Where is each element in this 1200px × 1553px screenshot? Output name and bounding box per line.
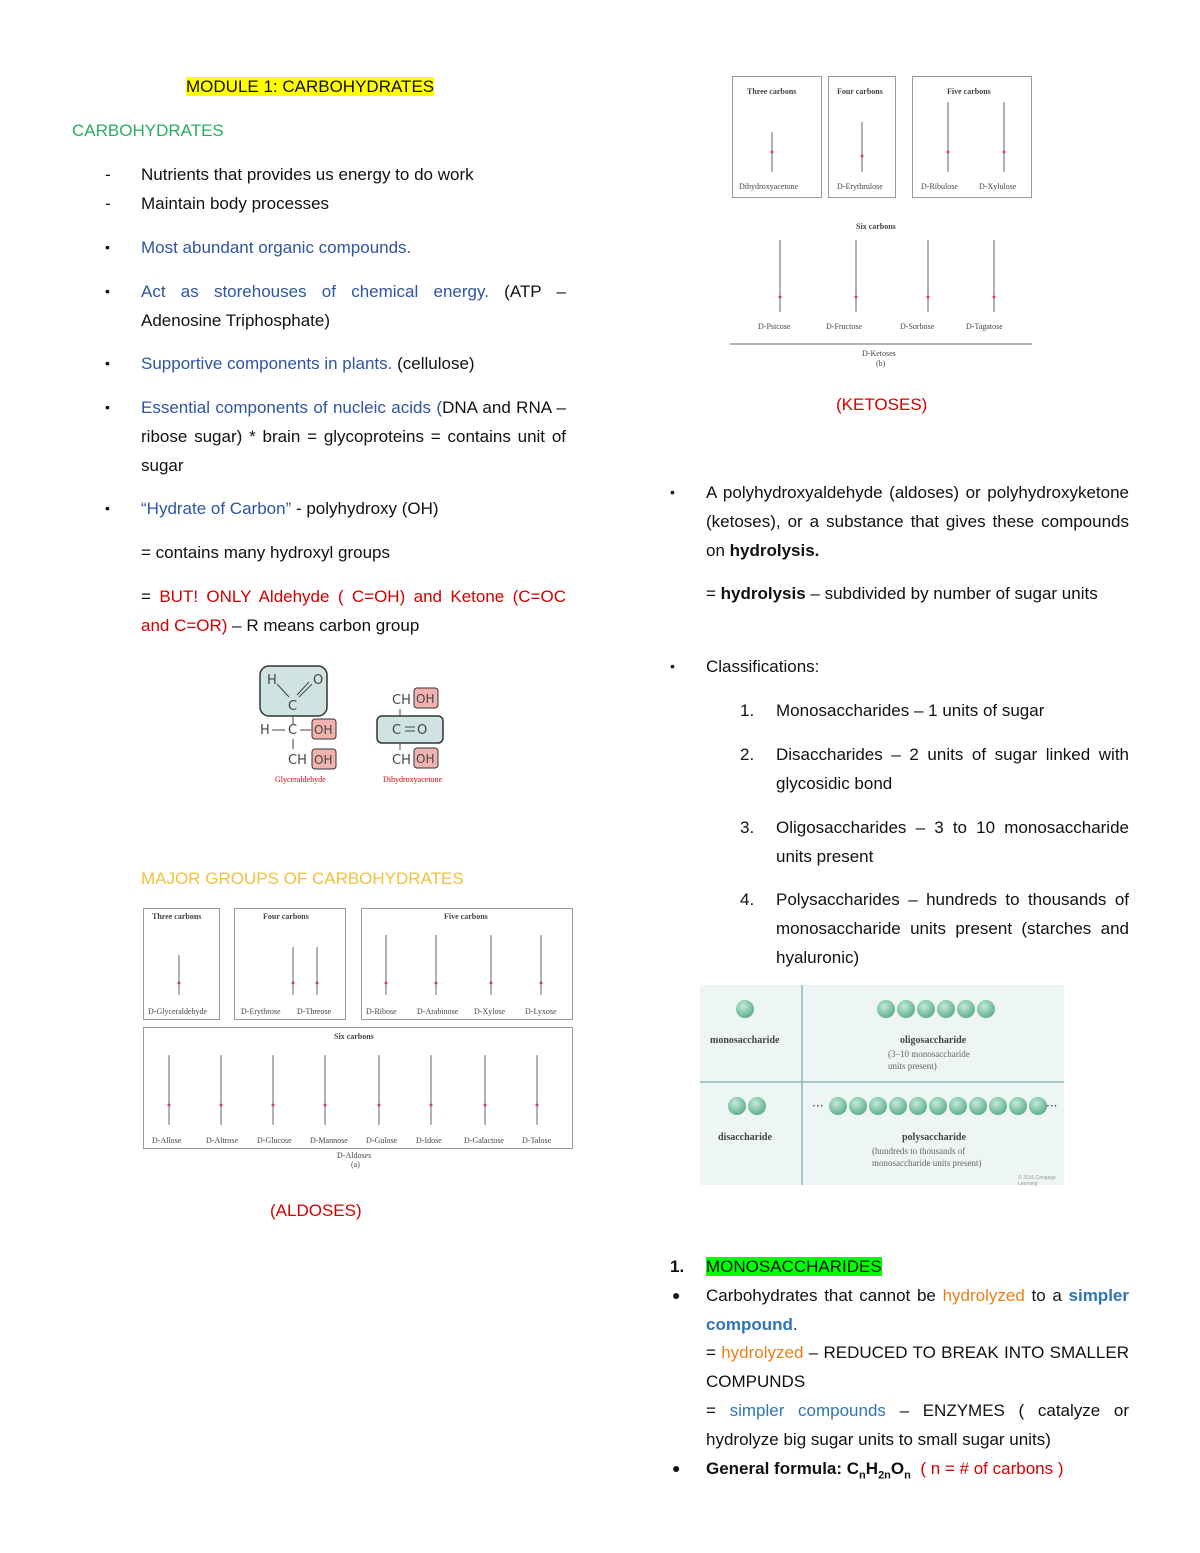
figure-caption: Dihydroxyacetone bbox=[383, 775, 443, 784]
list-item: ● General formula: $C_nH_{2n}O_n$ ( n = # of carbons ) bbox=[706, 1454, 1129, 1490]
svg-text:CH: CH bbox=[392, 693, 411, 708]
svg-text:OH: OH bbox=[314, 723, 333, 737]
ketoses-caption: (KETOSES) bbox=[836, 395, 928, 414]
list-item: 3. Oligosaccharides – 3 to 10 monosaccharide units present bbox=[740, 818, 1129, 866]
paragraph: = simpler compounds – ENZYMES ( catalyze or hydrolyze big sugar units to small sugar units) bbox=[706, 1401, 1130, 1449]
svg-text:C: C bbox=[392, 723, 402, 738]
aldoses-caption: (ALDOSES) bbox=[270, 1201, 362, 1220]
list-item: 1. Monosaccharides – 1 units of sugar bbox=[740, 701, 1045, 720]
bullet-icon: • bbox=[105, 399, 110, 415]
paragraph: = hydrolysis – subdivided by number of sugar units bbox=[706, 584, 1098, 603]
figure-caption: Glyceraldehyde bbox=[275, 775, 326, 784]
svg-text:O: O bbox=[417, 723, 428, 738]
mono-title: MONOSACCHARIDES bbox=[706, 1257, 882, 1276]
svg-text:OH: OH bbox=[416, 692, 435, 706]
oligo-label: oligosaccharide bbox=[900, 1035, 967, 1046]
mono-label: monosaccharide bbox=[710, 1035, 780, 1046]
paragraph: = hydrolyzed – REDUCED TO BREAK INTO SMALLER COMPUNDS bbox=[706, 1343, 1129, 1391]
list-item: • “Hydrate of Carbon” - polyhydroxy (OH) bbox=[141, 494, 566, 523]
bullet-icon: • bbox=[670, 658, 675, 674]
bullet-icon: • bbox=[105, 500, 110, 516]
list-item: • Essential components of nucleic acids (DNA and RNA – ribose sugar) * brain = glycoproteins = contains unit of sugar bbox=[141, 393, 566, 480]
four-carbon-panel: Four carbons D-Erythrose D-Threose bbox=[234, 908, 346, 1020]
mono-number: 1. bbox=[670, 1257, 685, 1276]
list-item: - Nutrients that provides us energy to do work bbox=[105, 165, 474, 184]
list-item: • A polyhydroxyaldehyde (aldoses) or polyhydroxyketone (ketoses), or a substance that gives these compounds on hydrolysis. bbox=[706, 478, 1129, 565]
aldehyde-ketone-figure bbox=[255, 662, 455, 787]
module-title: MODULE 1: CARBOHYDRATES bbox=[186, 77, 435, 96]
five-carbon-panel: Five carbons D-Ribulose D-Xylulose bbox=[912, 76, 1032, 198]
aldoses-figure: Three carbons D-Glyceraldehyde Four carbons D-Erythrose D-Threose Five carbons D-Ribose D-Arabinose D-Xylose D-Lyxose Six carbons D-Allose D-Altrose D-Glucose D-Mannose D-Gulose D-Idose D-Galactose D-Talose D-Aldoses bbox=[141, 905, 573, 1155]
svg-text:OH: OH bbox=[314, 753, 333, 767]
three-carbon-panel: Three carbons D-Glyceraldehyde bbox=[143, 908, 220, 1020]
paragraph: = BUT! ONLY Aldehyde ( C=OH) and Ketone (C=OC and C=OR) – R means carbon group bbox=[141, 587, 566, 635]
five-carbon-panel: Five carbons D-Ribose D-Arabinose D-Xylose D-Lyxose bbox=[361, 908, 573, 1020]
six-carbon-panel: Six carbons D-Allose D-Altrose D-Glucose D-Mannose D-Gulose D-Idose D-Galactose D-Talose bbox=[143, 1027, 573, 1149]
aldose-structures bbox=[141, 905, 573, 1155]
svg-text:OH: OH bbox=[416, 752, 435, 766]
svg-text:C: C bbox=[288, 699, 298, 714]
list-item: • Classifications: bbox=[706, 652, 1129, 681]
list-item: - Maintain body processes bbox=[105, 194, 330, 213]
svg-text:H: H bbox=[260, 723, 270, 738]
di-label: disaccharide bbox=[718, 1132, 772, 1143]
section-title: CARBOHYDRATES bbox=[72, 121, 224, 140]
svg-text:O: O bbox=[313, 673, 324, 688]
ketose-structures bbox=[728, 72, 1034, 372]
list-item: ● Carbohydrates that cannot be hydrolyzed to a simpler compound. bbox=[706, 1281, 1129, 1339]
poly-label: polysaccharide bbox=[902, 1132, 966, 1143]
svg-text:···: ··· bbox=[1046, 1099, 1058, 1113]
svg-text:H: H bbox=[267, 673, 277, 688]
ketoses-figure: Three carbons Dihydroxyacetone Four carbons D-Erythrulose Five carbons D-Ribulose D-Xylulose Six carbons D-Psicose D-Fructose D-Sorbose D-Tagatose D-Ketoses (b) bbox=[728, 72, 1034, 372]
svg-text:C: C bbox=[288, 723, 298, 738]
bullet-icon: ● bbox=[672, 1287, 681, 1303]
three-carbon-panel: Three carbons Dihydroxyacetone bbox=[732, 76, 822, 198]
list-item: • Most abundant organic compounds. bbox=[141, 233, 566, 262]
bullet-icon: ● bbox=[672, 1460, 681, 1476]
bullet-icon: • bbox=[105, 283, 110, 299]
svg-text:···: ··· bbox=[812, 1099, 824, 1113]
list-item: • Act as storehouses of chemical energy. (ATP – Adenosine Triphosphate) bbox=[141, 277, 566, 335]
bullet-icon: • bbox=[670, 484, 675, 500]
list-item: 4. Polysaccharides – hundreds to thousands of monosaccharide units present (starches and hyaluronic) bbox=[740, 890, 1129, 967]
paragraph: = contains many hydroxyl groups bbox=[141, 543, 390, 562]
major-groups-title: MAJOR GROUPS OF CARBOHYDRATES bbox=[141, 869, 464, 888]
svg-text:CH: CH bbox=[392, 753, 411, 768]
sugar-units-figure: ··· ··· monosaccharide disaccharide oligosaccharide (3–10 monosaccharide units present) polysaccharide (hundreds to thousands of monosaccharide units present) © 2016 Cengage Learning bbox=[700, 985, 1064, 1185]
svg-text:CH: CH bbox=[288, 753, 307, 768]
list-item: • Supportive components in plants. (cellulose) bbox=[141, 349, 566, 378]
list-item: 2. Disaccharides – 2 units of sugar linked with glycosidic bond bbox=[740, 745, 1129, 793]
bullet-icon: • bbox=[105, 355, 110, 371]
four-carbon-panel: Four carbons D-Erythrulose bbox=[828, 76, 896, 198]
bullet-icon: • bbox=[105, 239, 110, 255]
